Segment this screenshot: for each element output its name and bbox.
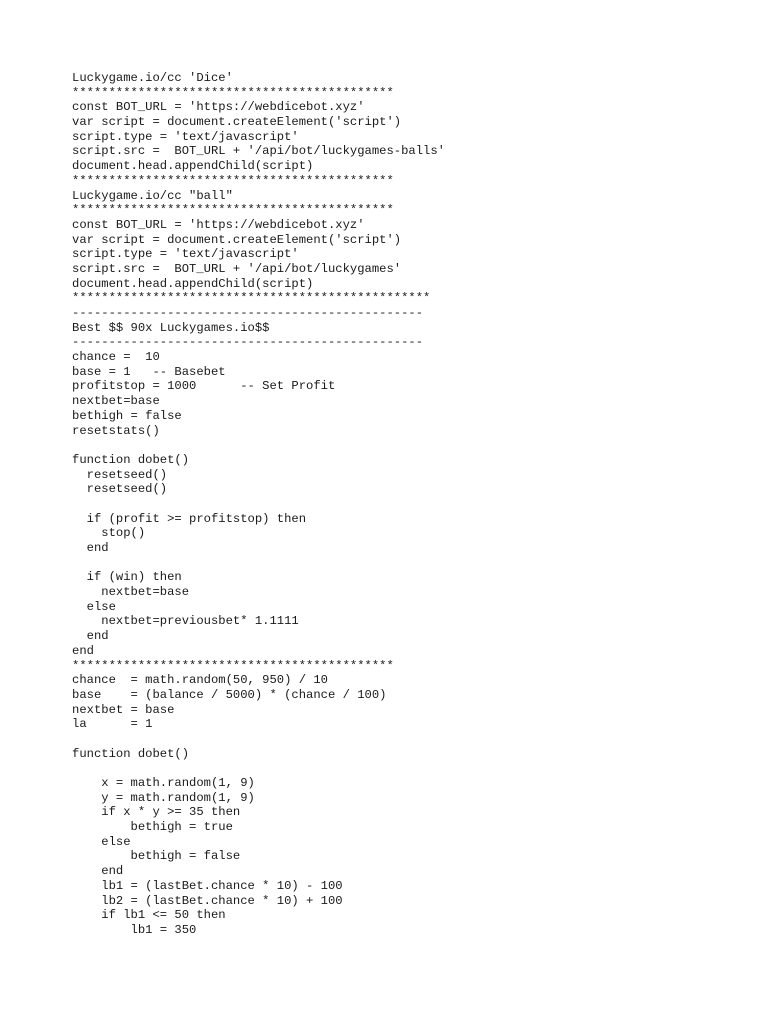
code-line: end bbox=[72, 864, 124, 879]
code-line: function dobet() bbox=[72, 746, 190, 761]
code-line: script.src = BOT_URL + '/api/bot/luckygames-balls' bbox=[72, 144, 445, 159]
code-line: var script = document.createElement('script') bbox=[72, 232, 402, 247]
code-line: script.type = 'text/javascript' bbox=[72, 129, 299, 144]
code-line: nextbet=base bbox=[72, 394, 160, 409]
code-line: resetseed() bbox=[72, 482, 168, 497]
code-line: bethigh = false bbox=[72, 408, 182, 423]
code-line: lb1 = (lastBet.chance * 10) - 100 bbox=[72, 878, 343, 893]
code-line: lb1 = 350 bbox=[72, 922, 197, 937]
code-line: chance = math.random(50, 950) / 10 bbox=[72, 673, 328, 688]
blank-line bbox=[72, 732, 732, 747]
separator-line: ------------------------------------------------ bbox=[72, 335, 424, 350]
code-line: end bbox=[72, 629, 109, 644]
text-line: Luckygame.io/cc 'Dice' bbox=[72, 71, 233, 85]
code-line: chance = 10 bbox=[72, 350, 160, 365]
code-line: base = (balance / 5000) * (chance / 100) bbox=[72, 687, 387, 702]
code-line: lb2 = (lastBet.chance * 10) + 100 bbox=[72, 893, 343, 908]
code-line: bethigh = true bbox=[72, 820, 233, 835]
code-line: nextbet=base bbox=[72, 585, 190, 600]
separator-line: ******************************************** bbox=[72, 658, 394, 673]
code-line: y = math.random(1, 9) bbox=[72, 790, 255, 805]
code-line: const BOT_URL = 'https://webdicebot.xyz' bbox=[72, 217, 365, 232]
code-line: else bbox=[72, 599, 116, 614]
code-line: x = math.random(1, 9) bbox=[72, 776, 255, 790]
code-line: document.head.appendChild(script) bbox=[72, 159, 314, 174]
code-line: function dobet() bbox=[72, 452, 190, 467]
code-line: nextbet=previousbet* 1.1111 bbox=[72, 614, 299, 629]
code-line: if (win) then bbox=[72, 570, 182, 585]
blank-line bbox=[72, 438, 732, 453]
code-line: stop() bbox=[72, 526, 146, 541]
code-line: profitstop = 1000 -- Set Profit bbox=[72, 379, 336, 394]
code-line: script.type = 'text/javascript' bbox=[72, 247, 299, 262]
code-line: var script = document.createElement('script') bbox=[72, 115, 402, 130]
separator-line: ******************************************** bbox=[72, 85, 394, 100]
blank-line bbox=[72, 556, 732, 571]
code-line: la = 1 bbox=[72, 717, 153, 732]
code-line: if lb1 <= 50 then bbox=[72, 908, 226, 923]
separator-line: ******************************************** bbox=[72, 203, 394, 218]
code-line: end bbox=[72, 643, 94, 658]
code-line: script.src = BOT_URL + '/api/bot/luckygames' bbox=[72, 261, 402, 276]
code-line: resetseed() bbox=[72, 467, 168, 482]
code-line: end bbox=[72, 541, 109, 555]
code-line: if x * y >= 35 then bbox=[72, 805, 241, 820]
code-document bbox=[72, 71, 732, 938]
code-line: const BOT_URL = 'https://webdicebot.xyz' bbox=[72, 100, 365, 115]
blank-line bbox=[72, 761, 732, 776]
code-line: bethigh = false bbox=[72, 849, 241, 864]
separator-line: ******************************************** bbox=[72, 173, 394, 188]
code-line: base = 1 -- Basebet bbox=[72, 364, 226, 379]
text-line: Best $$ 90x Luckygames.io$$ bbox=[72, 320, 270, 335]
code-line: resetstats() bbox=[72, 423, 160, 438]
text-line: Luckygame.io/cc "ball" bbox=[72, 188, 233, 203]
separator-line: ************************************************* bbox=[72, 291, 431, 306]
blank-line bbox=[72, 497, 732, 512]
code-line: else bbox=[72, 834, 131, 849]
separator-line: ------------------------------------------------ bbox=[72, 306, 424, 320]
code-line: document.head.appendChild(script) bbox=[72, 276, 314, 291]
code-line: nextbet = base bbox=[72, 702, 175, 717]
code-line: if (profit >= profitstop) then bbox=[72, 511, 307, 526]
